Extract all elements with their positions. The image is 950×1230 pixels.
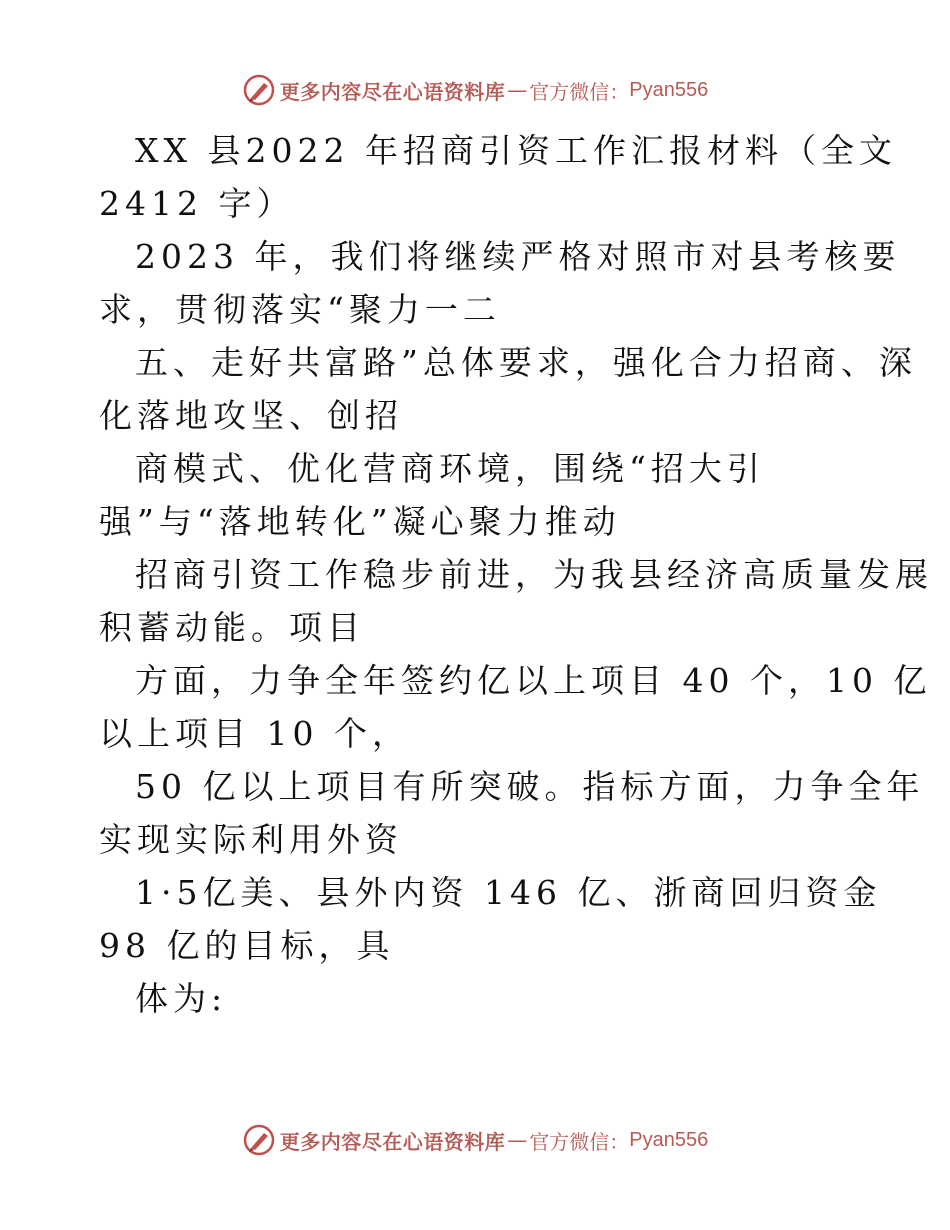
body-line: 2023 年，我们将继续严格对照市对县考核要 [135, 237, 901, 276]
body-line: 以上项目 10 个， [99, 714, 410, 753]
body-line: 实现实际利用外资 [99, 820, 403, 859]
document-title-line-2: 2412 字） [99, 184, 295, 223]
body-line: 商模式、优化营商环境，围绕“招大引 [135, 449, 765, 488]
watermark-id: Pyan556 [629, 78, 709, 101]
body-line: 50 亿以上项目有所突破。指标方面，力争全年 [135, 767, 925, 806]
watermark-id: Pyan556 [629, 1128, 709, 1151]
body-line: 体为: [135, 979, 228, 1018]
header-watermark [0, 70, 950, 110]
pen-logo-icon [242, 73, 276, 107]
body-line: 化落地攻坚、创招 [99, 396, 403, 435]
pen-logo-icon [242, 1123, 276, 1157]
body-line: 强”与“落地转化”凝心聚力推动 [99, 502, 621, 541]
body-line: 五、走好共富路”总体要求，强化合力招商、深 [135, 343, 917, 382]
body-line: 方面，力争全年签约亿以上项目 40 个，10 亿 [135, 661, 932, 700]
watermark-dash: — [507, 1128, 528, 1152]
document-body [99, 124, 933, 1025]
body-line: 1·5亿美、县外内资 146 亿、浙商回归资金 [135, 873, 882, 912]
document-title-line-1: XX 县2022 年招商引资工作汇报材料（全文 [135, 131, 897, 170]
watermark-label: 官方微信： [529, 1129, 630, 1154]
watermark-label: 官方微信： [529, 79, 630, 104]
watermark-main-text: 更多内容尽在心语资料库 [279, 79, 506, 104]
body-line: 招商引资工作稳步前进，为我县经济高质量发展 [135, 555, 933, 594]
watermark-dash: — [507, 78, 528, 102]
footer-watermark [0, 1120, 950, 1160]
body-line: 98 亿的目标，具 [99, 926, 395, 965]
watermark-main-text: 更多内容尽在心语资料库 [279, 1129, 506, 1154]
body-line: 求，贯彻落实“聚力一二 [99, 290, 501, 329]
body-line: 积蓄动能。项目 [99, 608, 365, 647]
